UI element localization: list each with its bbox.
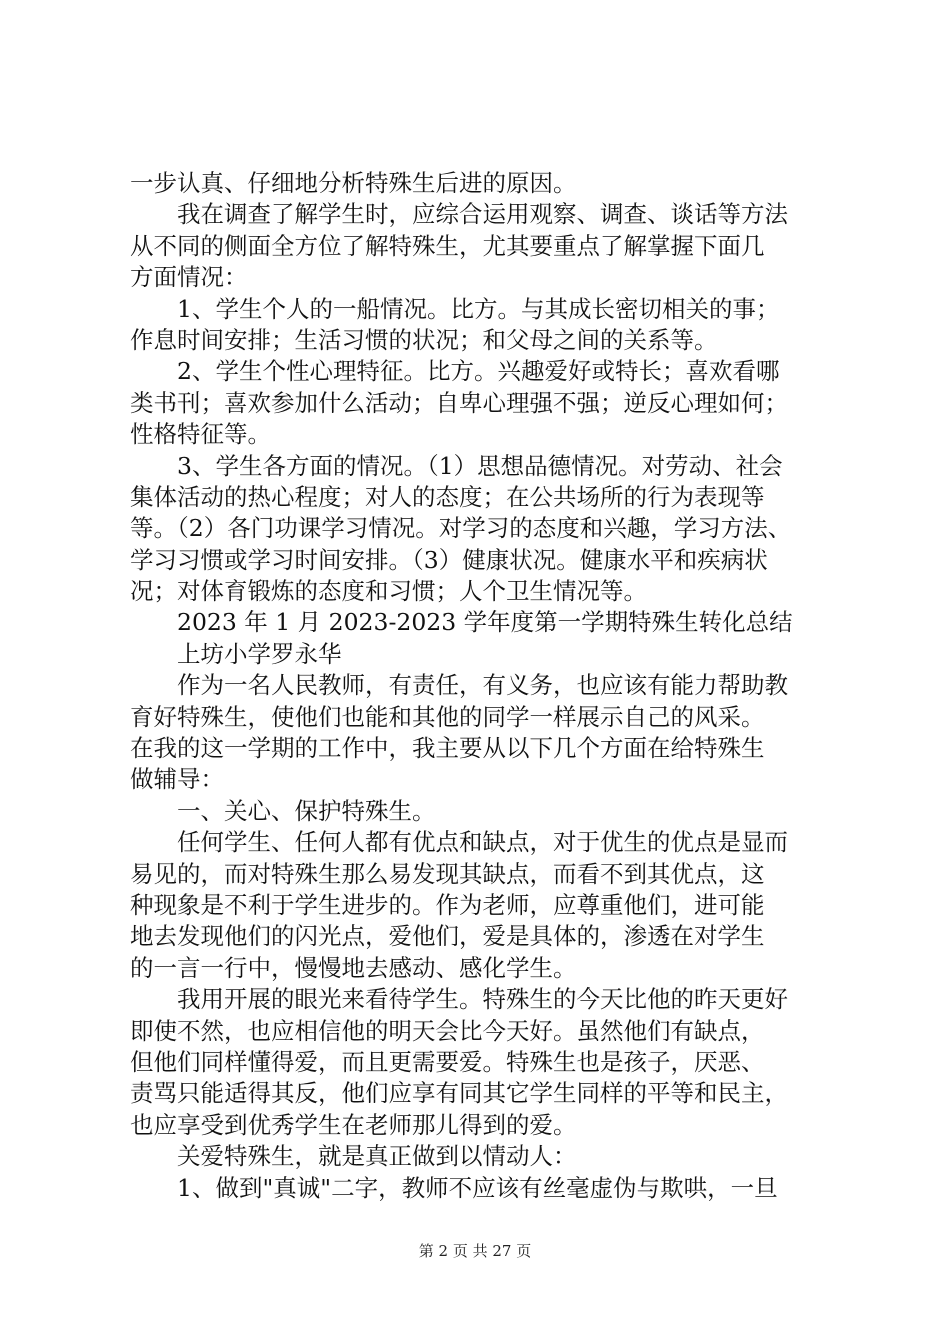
page-footer: 第 2 页 共 27 页 xyxy=(418,1242,532,1260)
text-line: 等。（2）各门功课学习情况。对学习的态度和兴趣，学习方法、 xyxy=(130,514,792,543)
text-line: 但他们同样懂得爱，而且更需要爱。特殊生也是孩子，厌恶、 xyxy=(130,1047,765,1076)
text-line: 种现象是不利于学生进步的。作为老师，应尊重他们，进可能 xyxy=(130,890,765,919)
text-line: 集体活动的热心程度；对人的态度；在公共场所的行为表现等 xyxy=(130,482,765,511)
text-line: 易见的，而对特殊生那么易发现其缺点，而看不到其优点，这 xyxy=(130,859,765,888)
text-line: 的一言一行中，慢慢地去感动、感化学生。 xyxy=(130,953,577,982)
text-line: 任何学生、任何人都有优点和缺点，对于优生的优点是显而 xyxy=(177,828,788,857)
text-line: 作为一名人民教师，有责任，有义务，也应该有能力帮助教 xyxy=(177,671,788,700)
text-line: 学习习惯或学习时间安排。（3）健康状况。健康水平和疾病状 xyxy=(130,545,768,574)
text-line: 地去发现他们的闪光点，爱他们，爱是具体的，渗透在对学生 xyxy=(130,922,765,951)
text-line: 1、学生个人的一船情况。比方。与其成长密切相关的事； xyxy=(177,294,780,323)
text-line: 我在调查了解学生时，应综合运用观察、调查、谈话等方法 xyxy=(177,200,788,229)
text-line: 我用开展的眼光来看待学生。特殊生的今天比他的昨天更好 xyxy=(177,985,788,1014)
text-line: 即使不然，也应相信他的明天会比今天好。虽然他们有缺点， xyxy=(130,1016,765,1045)
text-line: 关爱特殊生，就是真正做到以情动人： xyxy=(177,1142,577,1171)
text-line: 上坊小学罗永华 xyxy=(177,639,342,668)
text-line: 从不同的侧面全方位了解特殊生，尤其要重点了解掌握下面几 xyxy=(130,231,765,260)
text-line: 一、关心、保护特殊生。 xyxy=(177,796,436,825)
text-line: 性格特征等。 xyxy=(130,420,271,449)
text-line: 类书刊；喜欢参加什么活动；自卑心理强不强；逆反心理如何； xyxy=(130,388,788,417)
text-line: 3、学生各方面的情况。（1）思想品德情况。对劳动、社会 xyxy=(177,451,783,480)
text-line: 也应享受到优秀学生在老师那儿得到的爱。 xyxy=(130,1110,577,1139)
text-line: 方面情况： xyxy=(130,263,248,292)
text-line: 责骂只能适得其反，他们应享有同其它学生同样的平等和民主， xyxy=(130,1079,788,1108)
text-line: 育好特殊生，使他们也能和其他的同学一样展示自己的风采。 xyxy=(130,702,765,731)
text-line: 况；对体育锻炼的态度和习惯；人个卫生情况等。 xyxy=(130,577,647,606)
text-line: 一步认真、仔细地分析特殊生后进的原因。 xyxy=(130,169,577,197)
text-line: 在我的这一学期的工作中，我主要从以下几个方面在给特殊生 xyxy=(130,734,765,763)
text-line: 作息时间安排；生活习惯的状况；和父母之间的关系等。 xyxy=(130,325,718,354)
text-line: 2、学生个性心理特征。比方。兴趣爱好或特长；喜欢看哪 xyxy=(177,357,780,386)
text-line: 1、做到"真诚"二字，教师不应该有丝毫虚伪与欺哄，一旦 xyxy=(177,1173,778,1202)
text-line: 做辅导： xyxy=(130,765,224,794)
document-body xyxy=(130,168,840,1204)
text-line: 2023 年 1 月 2023-2023 学年度第一学期特殊生转化总结 xyxy=(177,608,793,637)
